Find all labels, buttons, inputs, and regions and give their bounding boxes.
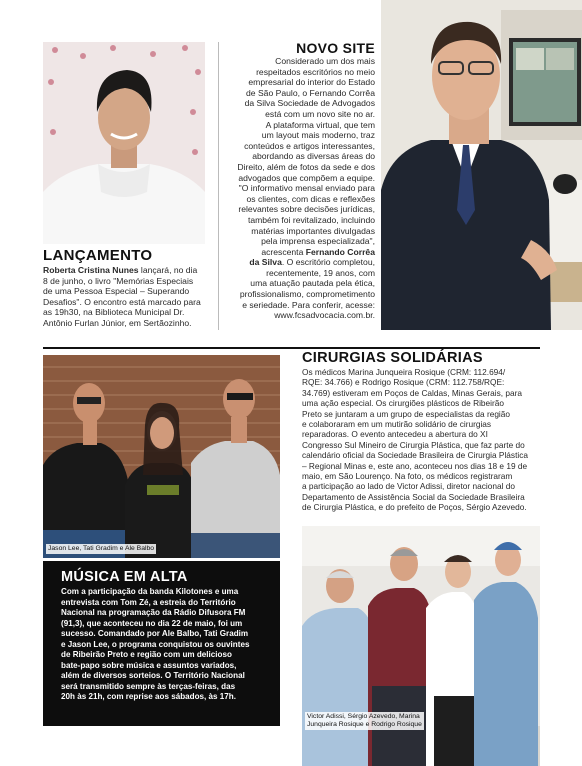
- novo-site-photo: [381, 0, 582, 330]
- text-line: Antônio Furlan Júnior, em Sertãozinho.: [43, 317, 192, 328]
- text-line: Com a participação da banda Kilotones e uma: [61, 587, 239, 596]
- text-line: 34.769) estiveram em Poços de Caldas, Minas Gerais, para: [302, 387, 522, 398]
- text-line: 8 de junho, o livro "Memórias Especiais: [43, 275, 194, 286]
- text-line: Victor Adissi, Sérgio Azevedo, Marina: [307, 713, 420, 720]
- text-line: Congresso Sul Mineiro de Cirurgia Plástica, que faz parte do: [302, 439, 525, 450]
- text-line: lançará, no dia: [138, 265, 198, 275]
- text-line: e colaboraram em um mutirão solidário de cirurgias: [302, 419, 492, 430]
- text-line: reparadoras. O evento antecedeu a abertura do XI: [302, 429, 488, 440]
- author-name: Roberta Cristina Nunes: [43, 265, 139, 275]
- lancamento-title: LANÇAMENTO: [43, 247, 153, 264]
- text-line: Direito, além de fotos da sede e dos: [237, 161, 375, 172]
- text-line: RQE: 34.766) e Rodrigo Rosique (CRM: 112.758/RQE:: [302, 377, 505, 388]
- text-line: 20h às 21h, com reprise aos sábados, às 17h.: [61, 692, 237, 701]
- column-divider: [218, 42, 219, 330]
- author-name: da Silva: [249, 257, 282, 268]
- text-line: . O escritório completou,: [281, 257, 375, 268]
- text-line: respeitados escritórios no meio: [256, 66, 375, 77]
- cirurgias-photo-caption: [305, 712, 424, 730]
- text-line: recentemente, 19 anos, com: [266, 267, 375, 278]
- text-line: Junqueira Rosique e Rodrigo Rosique: [307, 721, 422, 728]
- author-name: Fernando Corrêa: [305, 246, 375, 257]
- lancamento-photo: [43, 42, 205, 244]
- text-line: e Jason Lee, o programa conquistou os ouvintes: [61, 639, 250, 649]
- text-line: um layout mais moderno, traz: [261, 130, 375, 141]
- text-line: calendário oficial da Sociedade Brasileira de Cirurgia Plástica: [302, 450, 528, 461]
- musica-box: [43, 561, 280, 726]
- text-line: empresarial do interior do Estado: [248, 77, 375, 88]
- text-line: uma atuação pautada pela ética,: [250, 278, 375, 289]
- text-line: relevantes sobre decisões jurídicas,: [238, 204, 375, 215]
- text-line: Preto se juntaram a um grupo de especialistas da região: [302, 408, 511, 419]
- text-line: e seriedade. Para conferir, acesse:: [242, 299, 375, 310]
- text-line: uma ação especial. Os cirurgiões plásticos de Ribeirão: [302, 398, 504, 409]
- text-line: Os médicos Marina Junqueira Rosique (CRM: 112.694/: [302, 367, 506, 377]
- website-url: www.fcsadvocacia.com.br.: [274, 310, 375, 321]
- text-line: entrevista com Tom Zé, a estreia do Território: [61, 597, 236, 607]
- text-line: abordando as diversas áreas do: [252, 151, 375, 162]
- text-line: de uma Pessoa Especial – Superando: [43, 286, 190, 297]
- text-line: acrescenta: [261, 246, 306, 257]
- text-line: as 19h30, na Biblioteca Municipal Dr.: [43, 307, 185, 318]
- cirurgias-photo: [302, 526, 540, 766]
- cirurgias-title: CIRURGIAS SOLIDÁRIAS: [302, 350, 483, 366]
- text-line: Nacional na programação da Rádio Difusora FM: [61, 608, 246, 617]
- text-line: profissionalismo, comprometimento: [239, 289, 375, 300]
- text-line: sucesso. Comandado por Ale Balbo, Tati Gradim: [61, 629, 249, 638]
- text-line: advogados que compõem a equipe.: [238, 172, 375, 183]
- musica-photo: [43, 355, 280, 558]
- text-line: "O informativo mensal enviado para: [238, 183, 375, 194]
- text-line: os clientes, com dicas e reflexões: [246, 193, 375, 204]
- text-line: além de diversos sorteios. O Território Nacional: [61, 671, 245, 680]
- text-line: de Cirurgia Plástica, e do prefeito de Poços, Sérgio Azevedo.: [302, 502, 527, 513]
- text-line: maio, em São Lourenço. Na foto, os médicos registraram: [302, 471, 513, 482]
- text-line: está com um novo site no ar.: [265, 108, 375, 119]
- text-line: da Silva Sociedade de Advogados: [244, 98, 375, 109]
- musica-title: MÚSICA EM ALTA: [61, 569, 188, 585]
- text-line: conteúdos e artigos interessantes,: [244, 140, 375, 151]
- text-line: matérias importantes divulgadas: [251, 225, 375, 236]
- text-line: de São Paulo, o Fernando Corrêa: [246, 87, 375, 98]
- cirurgias-body: [302, 367, 542, 513]
- section-divider: [43, 347, 540, 349]
- text-line: será transmitido sempre às terças-feiras, das: [61, 681, 236, 691]
- novo-site-title: NOVO SITE: [296, 40, 375, 56]
- text-line: – Regional Minas e, este ano, aconteceu nos dias 18 e 19 de: [302, 460, 528, 471]
- text-line: (91,3), que aconteceu no dia 22 de maio, foi um: [61, 618, 243, 628]
- novo-site-body: [225, 56, 375, 321]
- text-line: Considerado um dos mais: [275, 56, 375, 66]
- text-line: também foi revitalizado, incluindo: [247, 214, 375, 225]
- text-line: bate-papo sobre música e assuntos variados,: [61, 660, 237, 670]
- musica-photo-caption: Jason Lee, Tati Gradim e Ale Balbo: [48, 545, 155, 552]
- text-line: Departamento de Assistência Social da Sociedade Brasileira: [302, 491, 525, 502]
- lancamento-body: [43, 265, 215, 329]
- text-line: de Ribeirão Preto e região com um delicioso: [61, 650, 232, 659]
- text-line: Desafios". O encontro está marcado para: [43, 296, 201, 307]
- text-line: A plataforma virtual, que tem: [265, 119, 375, 130]
- musica-body: [61, 587, 275, 703]
- text-line: a participação ao lado de Victor Adissi, diretor nacional do: [302, 481, 515, 492]
- text-line: pela imprensa especializada",: [261, 236, 375, 247]
